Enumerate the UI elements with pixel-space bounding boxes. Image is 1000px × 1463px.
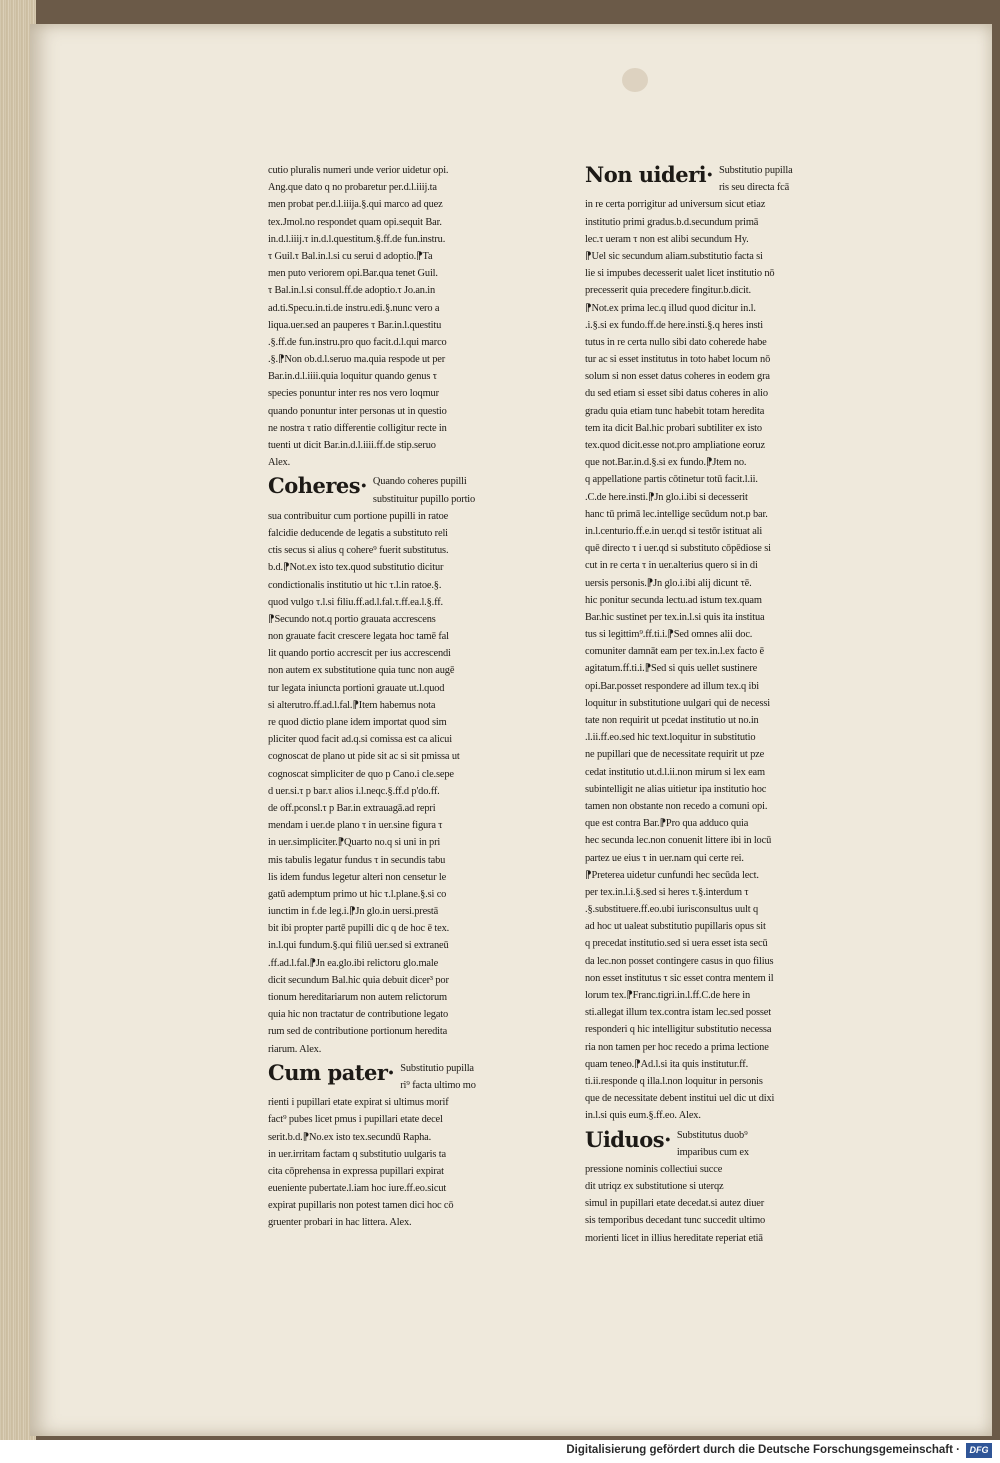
- text-line: eueniente pubertate.l.iam hoc iure.ff.eo.sicut: [268, 1183, 447, 1195]
- text-line: rum sed de contributione portionum heredita: [268, 1026, 448, 1038]
- text-line: institutio primi gradus.b.d.secundum primā: [585, 216, 759, 228]
- text-line: riarum. Alex.: [268, 1043, 322, 1055]
- text-line: pressione nominis collectiui succe: [585, 1163, 723, 1175]
- text-line: substituitur pupillo portio: [372, 493, 476, 505]
- text-line: iunctim in f.de leg.i.⁋Jn glo.in uersi.prestā: [268, 906, 439, 918]
- text-line: hanc tū primā lec.intellige secūdum not.p bar.: [585, 508, 768, 520]
- lemma-uiduos-text: [677, 1127, 877, 1161]
- text-line: tionum hereditariarum non autem relictorum: [268, 992, 447, 1003]
- text-line: pliciter quod facit ad.q.si comissa est ca alicui: [268, 734, 452, 746]
- text-line: q precedat institutio.sed si uera esset ista secū: [585, 938, 768, 950]
- text-line: in re certa porrigitur ad universum sicut etiaz: [585, 199, 766, 211]
- text-line: si alterutro.ff.ad.l.fal.⁋Item habemus nota: [268, 699, 436, 711]
- text-line: sis temporibus decedant tunc succedit ultimo: [585, 1215, 766, 1227]
- text-line: condictionalis institutio ut hic τ.l.in ratoe.§.: [268, 579, 442, 591]
- footer-bar: [0, 1440, 1000, 1463]
- text-line: in uer.irritam factam q substitutio uulgaris ta: [268, 1148, 446, 1160]
- text-line: τ Guil.τ Bal.in.l.si cu serui d adoptio.⁋Ta: [268, 250, 433, 262]
- text-line: .i.§.si ex fundo.ff.de here.insti.§.q heres insti: [585, 319, 764, 331]
- text-line: Quando coheres pupilli: [372, 476, 467, 488]
- text-line: per tex.in.l.i.§.sed si heres τ.§.interdum τ: [585, 886, 749, 898]
- lemma-non-uideri-text: [719, 162, 877, 196]
- text-line: tate non requirit ut pcedat institutio ut no.in: [585, 715, 759, 726]
- text-line: ad.ti.Specu.in.ti.de instru.edi.§.nunc vero a: [268, 302, 440, 314]
- text-line: ctis secus si alius q cohere⁹ fuerit substitutus.: [268, 545, 449, 557]
- lemma-cum-pater-text: [400, 1060, 558, 1094]
- text-line: lit quando portio accrescit per ius accrescendi: [268, 648, 451, 660]
- text-line: du sed etiam si esset sibi datus coheres in alio: [585, 388, 768, 400]
- text-line: Substitutus duob⁹: [676, 1129, 748, 1141]
- text-line: in.l.si quis eum.§.ff.eo. Alex.: [585, 1110, 701, 1122]
- text-line: .C.de here.insti.⁋Jn glo.i.ibi si decesserit: [585, 491, 748, 503]
- lemma-non-uideri: Non uideri·: [585, 162, 713, 187]
- text-line: cita cōprehensa in expressa pupillari expirat: [268, 1165, 444, 1177]
- uiduos-commentary: [585, 1161, 877, 1247]
- text-line: Substitutio pupilla: [718, 165, 793, 176]
- text-line: ⁋Secundo not.q portio grauata accrescens: [268, 613, 436, 625]
- text-line: Ang.que dato q no probaretur per.d.l.iiij.ta: [268, 182, 437, 194]
- text-line: fact⁹ pubes licet pmus i pupillari etate decel: [268, 1114, 443, 1126]
- right-text-column: [585, 160, 877, 1247]
- text-line: simul in pupillari etate decedat.si autez diuer: [585, 1198, 765, 1210]
- text-line: tus si legittim⁹.ff.ti.i.⁋Sed omnes alii doc.: [585, 629, 753, 641]
- text-line: serit.b.d.⁋No.ex isto tex.secundū Rapha.: [268, 1131, 432, 1143]
- text-line: quē directo τ i uer.qd si substituto cōpēdiose si: [585, 543, 771, 555]
- text-line: Alex.: [268, 457, 291, 469]
- text-line: liqua.uer.sed an pauperes τ Bar.in.l.questitu: [268, 319, 442, 331]
- text-line: Bar.in.d.l.iiii.quia loquitur quando genus τ: [268, 371, 437, 383]
- text-line: tamen non obstante non recedo a comuni opi.: [585, 800, 768, 812]
- text-line: agitatum.ff.ti.i.⁋Sed si quis uellet sustinere: [585, 663, 758, 675]
- text-line: solum si non esset datus coheres in eodem gra: [585, 371, 770, 383]
- text-line: loquitur in substitutione uulgari qui de necessi: [585, 697, 771, 709]
- text-line: morienti licet in illius hereditate reperiat etiā: [585, 1232, 763, 1244]
- text-line: ne pupillari que de necessitate requirit ut pze: [585, 749, 765, 761]
- heading-uiduos: [585, 1127, 877, 1161]
- text-line: ad hoc ut ualeat substitutio pupillaris opus sit: [585, 921, 766, 933]
- text-line: tuenti ut dicit Bar.in.d.l.iiii.ff.de stip.seruo: [268, 440, 436, 451]
- text-line: non grauate facit crescere legata hoc tamē fal: [268, 631, 449, 643]
- text-line: sua contribuitur cum portione pupilli in ratoe: [268, 510, 449, 522]
- text-line: gruenter probari in hac littera. Alex.: [268, 1217, 412, 1229]
- text-line: cognoscat simpliciter de quo p Cano.i cle.sepe: [268, 768, 454, 780]
- text-line: tutus in re certa nullo sibi dato coherede habe: [585, 336, 767, 348]
- text-line: men puto veriorem opi.Bar.qua tenet Guil.: [268, 268, 438, 280]
- text-line: hic ponitur secunda lectu.ad istum tex.quam: [585, 594, 762, 606]
- text-line: b.d.⁋Not.ex isto tex.quod substitutio dicitur: [268, 562, 444, 574]
- text-line: .§.ff.de fun.instru.pro quo facit.d.l.qui marco: [268, 336, 447, 348]
- text-line: imparibus cum ex: [676, 1146, 749, 1158]
- text-line: non autem ex substitutione quia tunc non augē: [268, 665, 455, 677]
- text-line: ti.ii.responde q illa.l.non loquitur in personis: [585, 1075, 763, 1087]
- coheres-commentary: [268, 508, 558, 1058]
- text-line: cutio pluralis numeri unde verior uidetur opi.: [268, 165, 449, 176]
- cum-pater-commentary: [268, 1094, 558, 1232]
- text-line: hec secunda lec.non conuenit littere ibi in locū: [585, 835, 772, 847]
- text-line: subintelligit ne alias uitietur ipa institutio hoc: [585, 783, 767, 795]
- heading-cum-pater: [268, 1060, 558, 1094]
- text-line: .ff.ad.l.fal.⁋Jn ea.glo.ibi relictoru glo.male: [268, 957, 439, 969]
- text-line: re quod dictio plane idem importat quod sim: [268, 717, 447, 728]
- text-line: falcidie deducende de legatis a substituto reli: [268, 527, 448, 539]
- text-line: responderi q hic intelligitur substitutio necessa: [585, 1024, 772, 1036]
- text-line: lec.τ ueram τ non est alibi secundum Hy.: [585, 233, 749, 245]
- text-line: uersis personis.⁋Jn glo.i.ibi alij dicunt τē.: [585, 577, 752, 589]
- text-line: da lec.non posset contingere casus in quo filius: [585, 955, 774, 967]
- lemma-coheres-text: [373, 473, 558, 507]
- text-line: mis tabulis legatur fundus τ in secundis tabu: [268, 854, 446, 866]
- text-line: lorum tex.⁋Franc.tigri.in.l.ff.C.de here in: [585, 990, 751, 1001]
- text-line: tem ita dicit Bal.hic probari subtiliter ex isto: [585, 422, 762, 434]
- lemma-coheres: Coheres·: [268, 473, 367, 499]
- text-line: dicit secundum Bal.hic quia debuit dicer³ por: [268, 974, 449, 986]
- dfg-logo-icon: DFG: [966, 1443, 992, 1458]
- text-line: ne nostra τ ratio differentie colligitur recte in: [268, 422, 447, 434]
- heading-non-uideri: [585, 162, 877, 196]
- text-line: τ Bal.in.l.si consul.ff.de adoptio.τ Jo.an.in: [268, 285, 436, 297]
- text-line: .§.⁋Non ob.d.l.seruo ma.quia respode ut per: [268, 354, 446, 366]
- text-line: Substitutio pupilla: [400, 1062, 474, 1074]
- text-line: quia hic non tractatur de contributione legato: [268, 1009, 449, 1021]
- text-line: tur ac si esset institutus in toto habet locum nō: [585, 354, 771, 366]
- text-line: in uer.simpliciter.⁋Quarto no.q si uni in pri: [268, 837, 441, 849]
- text-line: in.l.centurio.ff.e.in uer.qd si testōr istituat ali: [585, 525, 763, 537]
- text-line: quam teneo.⁋Ad.l.si ita quis institutur.ff.: [585, 1058, 749, 1070]
- left-text-column: [268, 162, 558, 1232]
- text-line: gatū ademptum primo ut hic τ.l.plane.§.si co: [268, 888, 447, 900]
- lemma-uiduos: Uiduos·: [585, 1126, 671, 1152]
- heading-coheres: [268, 473, 558, 507]
- text-line: in.d.l.iiij.τ in.d.l.questitum.§.ff.de fun.instru.: [268, 233, 446, 245]
- text-line: partez ue eius τ in uer.nam qui certe rei.: [585, 852, 744, 864]
- paper-stain: [622, 68, 648, 92]
- text-line: species ponuntur inter res nos vero loqmur: [268, 388, 439, 400]
- text-line: expirat pupillaris non potest tamen dici hoc cō: [268, 1200, 454, 1212]
- text-line: tex.quod dicit.esse not.pro ampliatione eoruz: [585, 440, 765, 451]
- text-line: de off.pconsl.τ p Bar.in extrauagā.ad repri: [268, 802, 436, 814]
- text-line: que not.Bar.in.d.§.si ex fundo.⁋Jtem no.: [585, 457, 747, 469]
- text-line: men probat per.d.l.iiija.§.qui marco ad quez: [268, 199, 443, 211]
- text-line: dit utriqz ex substitutione si uterqz: [585, 1181, 724, 1193]
- text-line: bit ibi propter partē pupilli dic q de hoc ē tex.: [268, 923, 450, 935]
- text-line: in.l.qui fundum.§.qui filiū uer.sed si extraneū: [268, 940, 449, 952]
- lemma-cum-pater: Cum pater·: [268, 1059, 395, 1085]
- text-line: d uer.si.τ p bar.τ alios i.l.neqc.§.ff.d p'do.ff.: [268, 785, 440, 797]
- text-line: ⁋Not.ex prima lec.q illud quod dicitur in.l.: [585, 302, 756, 314]
- text-line: rienti i pupillari etate expirat si ultimus morif: [268, 1097, 449, 1109]
- text-line: lis idem fundus legetur alteri non censetur le: [268, 871, 447, 883]
- text-line: quod vulgo τ.l.si filiu.ff.ad.l.fal.τ.ff.ea.l.§.ff.: [268, 596, 444, 608]
- text-line: q appellatione partis cōtinetur totū facit.l.ii.: [585, 474, 758, 486]
- text-line: ris seu directa fcā: [718, 182, 790, 194]
- text-line: quando ponuntur inter personas ut in questio: [268, 405, 447, 417]
- text-line: cognoscat de plano ut pide sit ac si sit pmissa ut: [268, 751, 460, 763]
- text-line: precesserit quia precedere fingitur.b.dicit.: [585, 285, 751, 297]
- text-line: gradu quia etiam tunc habebit totam heredita: [585, 405, 765, 417]
- text-line: opi.Bar.posset respondere ad illum tex.q ibi: [585, 680, 760, 692]
- text-line: que de necessitate debent institui uel dic ut dixi: [585, 1093, 775, 1105]
- text-line: lie si impubes decesserit ualet licet institutio nō: [585, 268, 775, 280]
- text-line: ⁋Preterea uidetur cunfundi hec secūda lect.: [585, 869, 759, 881]
- text-line: cut in re certa τ in uer.alterius quero si in di: [585, 560, 758, 572]
- text-line: comuniter damnāt eam per tex.in.l.ex facto ē: [585, 646, 764, 658]
- text-line: Bar.hic sustinet per tex.in.l.si quis ita institua: [585, 611, 765, 623]
- text-line: tur legata iniuncta portioni grauate ut.l.quod: [268, 682, 445, 694]
- text-line: .§.substituere.ff.eo.ubi iurisconsultus uult q: [585, 904, 758, 916]
- text-line: mendam i uer.de plano τ in uer.sine figura τ: [268, 820, 443, 832]
- text-line: cedat institutio ut.d.l.ii.non mirum si lex eam: [585, 766, 765, 778]
- text-line: non esset institutus τ sic esset contra mentem il: [585, 972, 774, 984]
- text-line: ⁋Uel sic secundum aliam.substitutio facta si: [585, 250, 763, 262]
- text-line: sti.allegat illum tex.contra istam lec.sed posset: [585, 1007, 771, 1019]
- text-line: ria non tamen per hoc recedo a prima lectione: [585, 1041, 769, 1053]
- text-line: tex.Jmol.no respondet quam opi.sequit Bar.: [268, 216, 442, 228]
- non-uideri-commentary: [585, 196, 877, 1124]
- left-intro-block: [268, 162, 558, 471]
- text-line: ri⁹ facta ultimo mo: [400, 1079, 476, 1091]
- text-line: que est contra Bar.⁋Pro qua adduco quia: [585, 818, 749, 830]
- funding-credit: Digitalisierung gefördert durch die Deutsche Forschungsgemeinschaft ·: [566, 1444, 960, 1456]
- text-line: .l.ii.ff.eo.sed hic text.loquitur in substitutio: [585, 732, 756, 744]
